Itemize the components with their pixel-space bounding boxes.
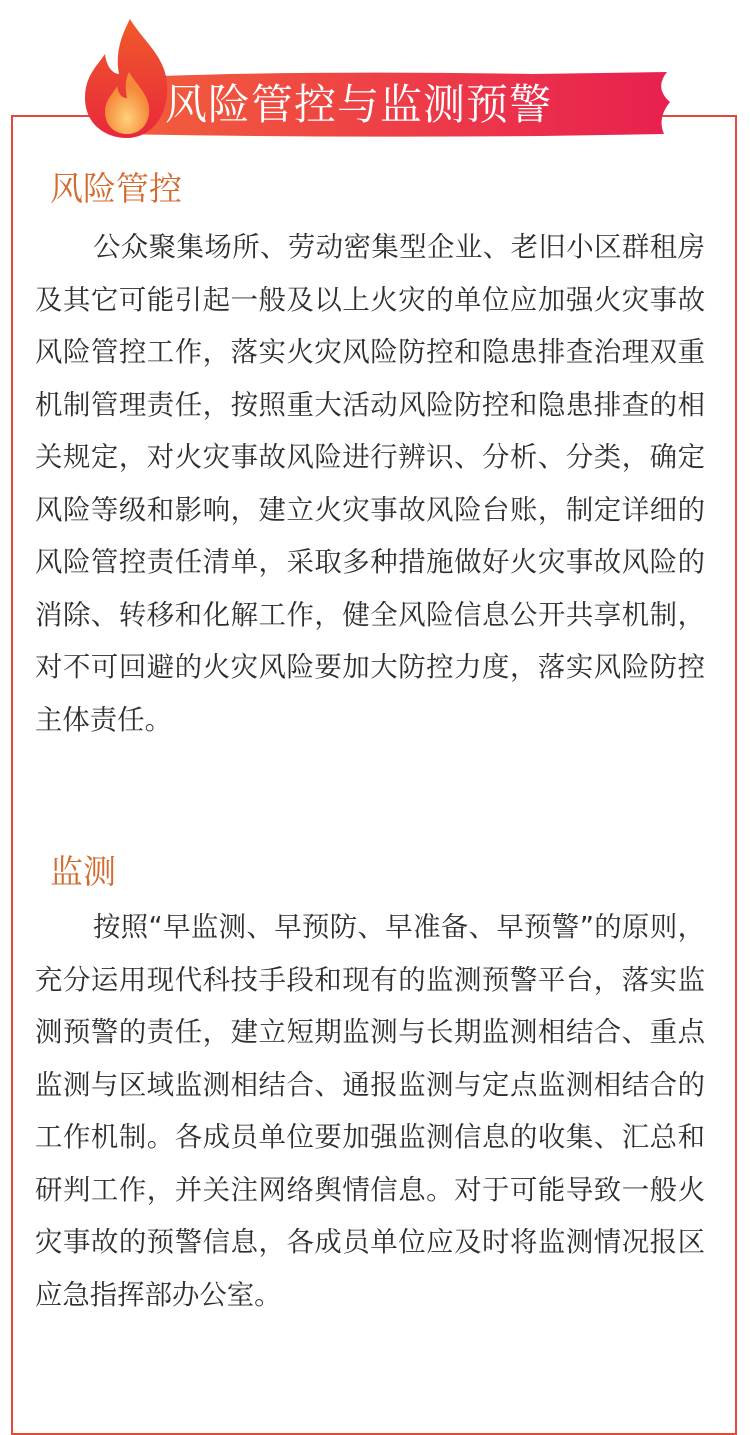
- banner-title: 风险管控与监测预警: [165, 80, 553, 129]
- paragraph-monitoring: 按照“早监测、早预防、早准备、早预警”的原则，充分运用现代科技手段和现有的监测预警平台，落实监测预警的责任，建立短期监测与长期监测相结合、重点监测与区域监测相结合、通报监测与定点监测相结合的工作机制。各成员单位要加强监测信息的收集、汇总和研判工作，并关注网络舆情信息。对于可能导致一般火灾事故的预警信息，各成员单位应及时将监测情况报区应急指挥部办公室。: [35, 912, 705, 1311]
- section-heading-risk-control: 风险管控: [50, 169, 182, 208]
- paragraph-risk-control: 公众聚集场所、劳动密集型企业、老旧小区群租房及其它可能引起一般及以上火灾的单位应加强火灾事故风险管控工作，落实火灾风险防控和隐患排查治理双重机制管理责任，按照重大活动风险防控和隐患排查的相关规定，对火灾事故风险进行辨识、分析、分类，确定风险等级和影响，建立火灾事故风险台账，制定详细的风险管控责任清单，采取多种措施做好火灾事故风险的消除、转移和化解工作，健全风险信息公开共享机制，对不可回避的火灾风险要加大防控力度，落实风险防控主体责任。: [35, 232, 705, 736]
- section-heading-monitoring: 监测: [50, 852, 116, 891]
